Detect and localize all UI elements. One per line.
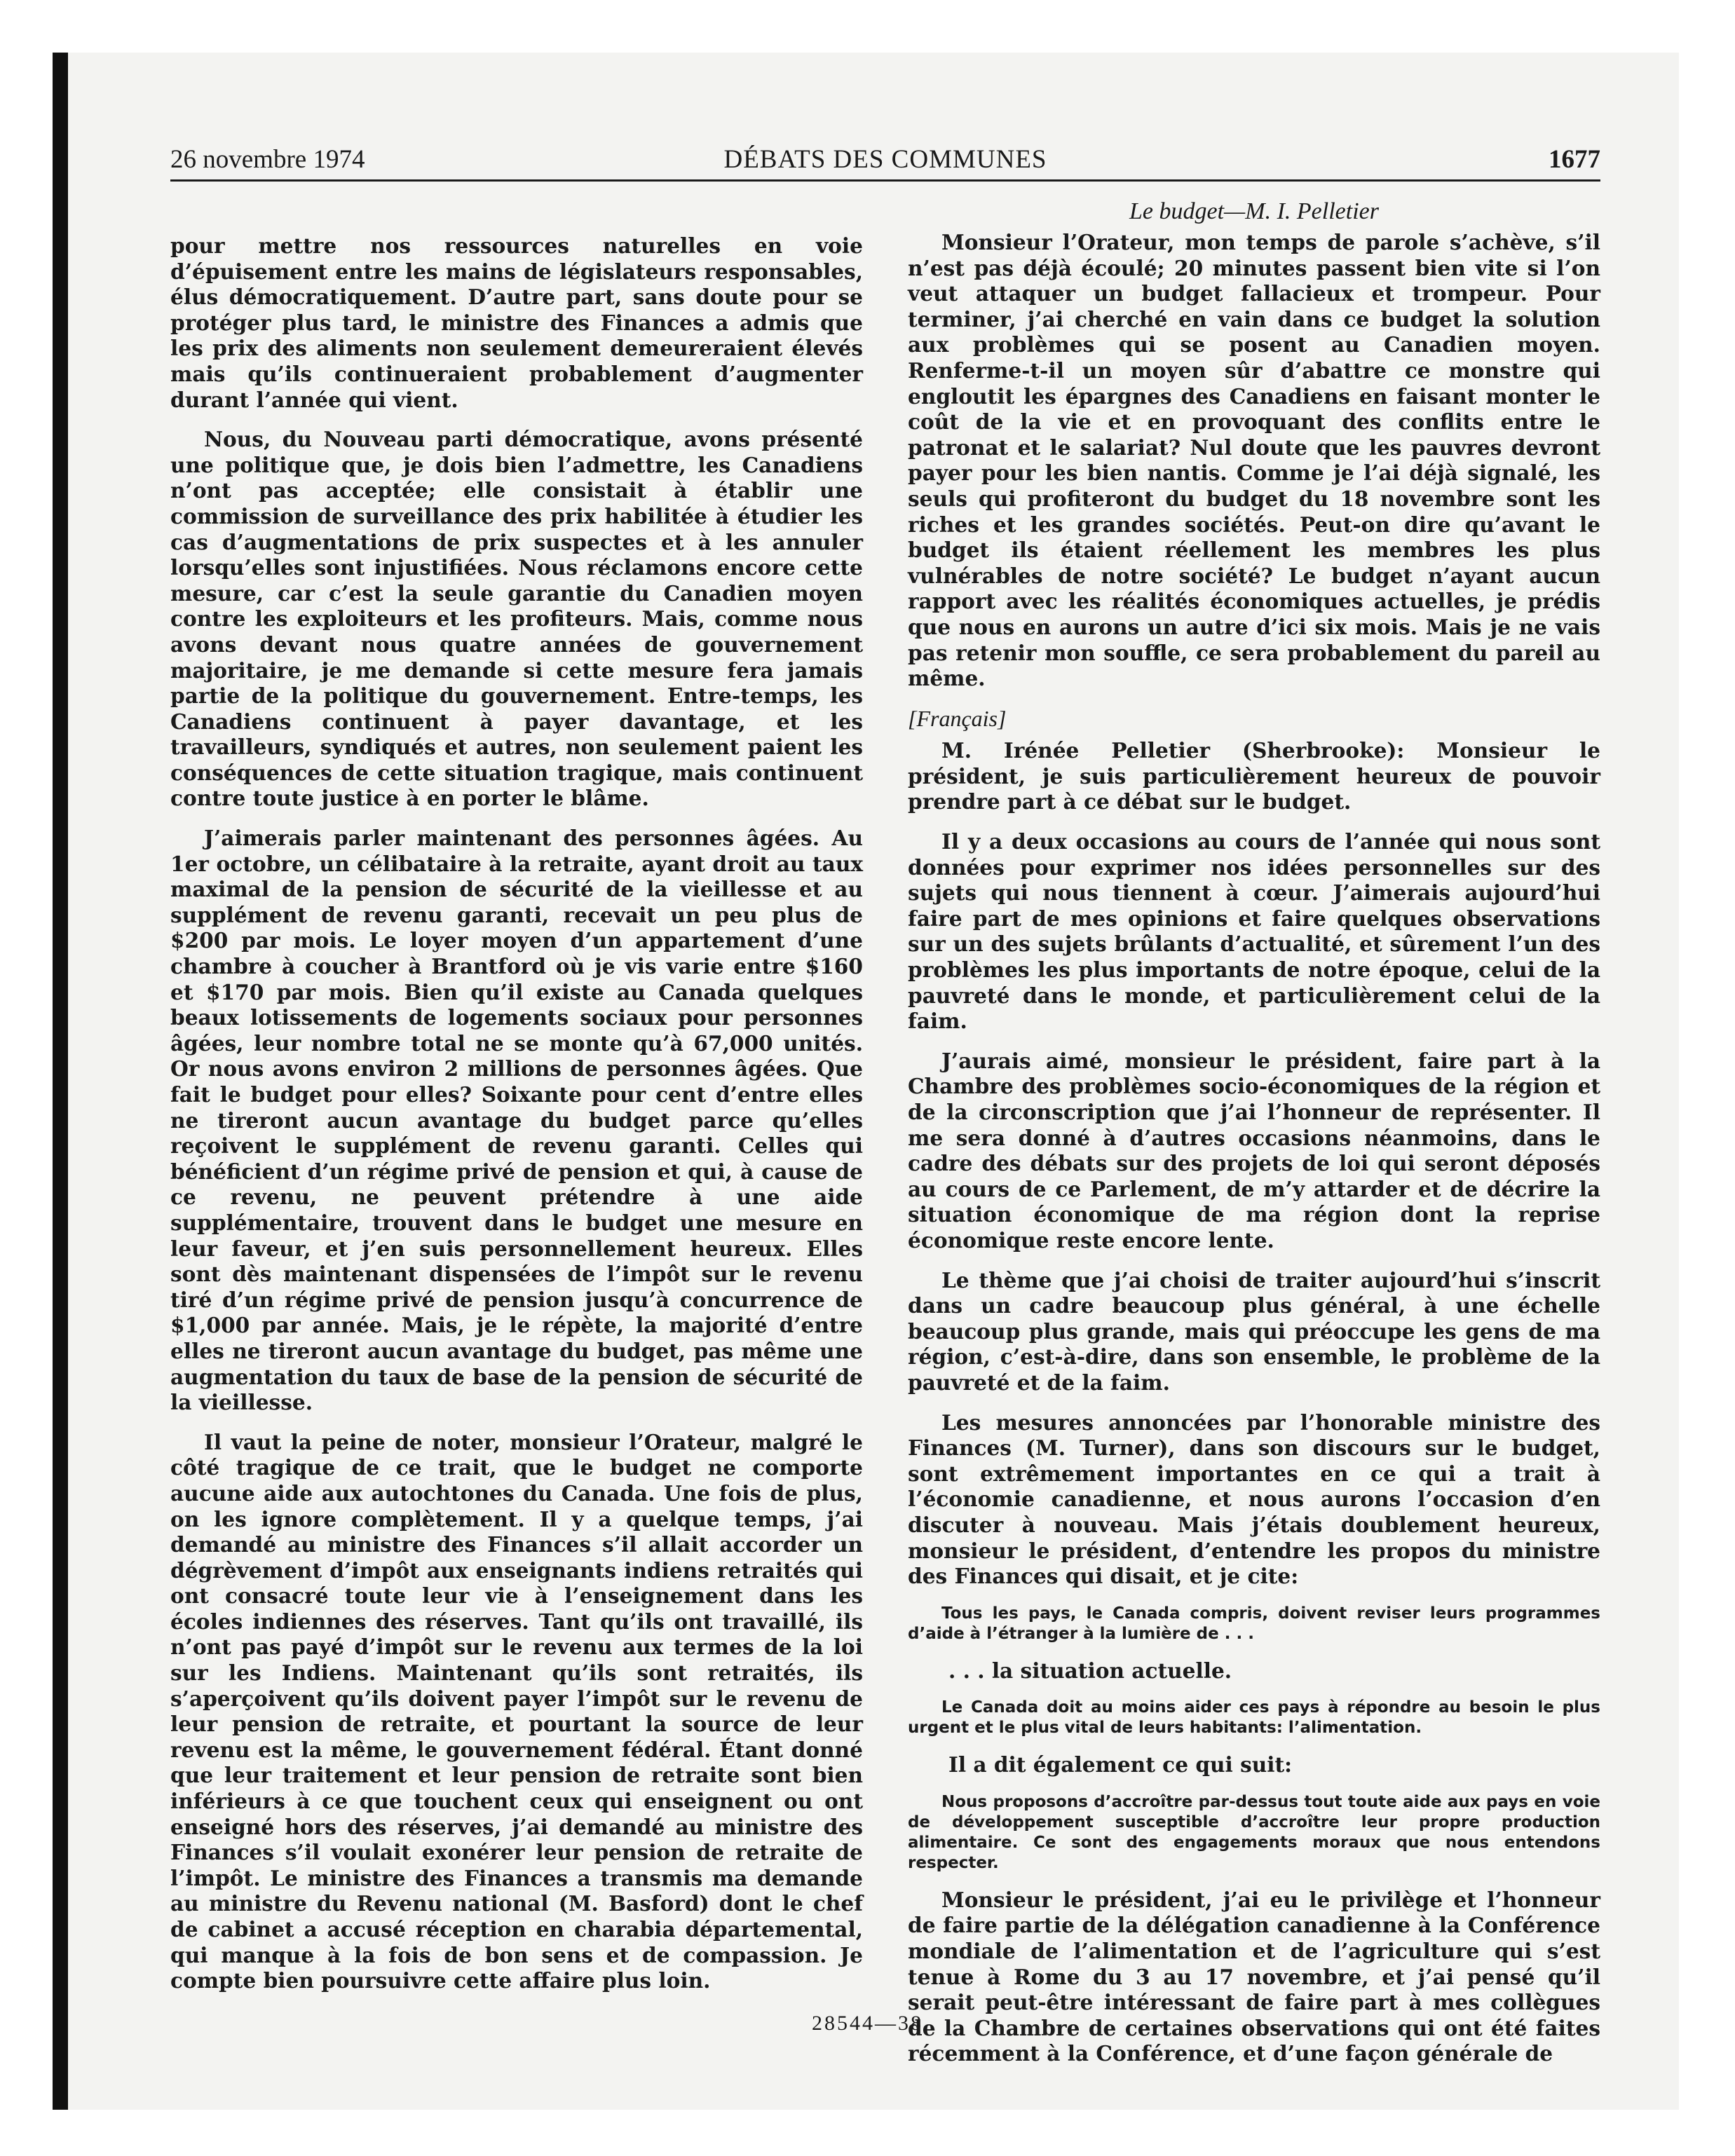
paragraph: Nous, du Nouveau parti démocratique, avons présenté une politique que, je dois bien l’admettre, les Canadiens n’ont pas acceptée; elle consistait à établir une commission de surveillance des prix habilitée à étudier les cas d’augmentations de prix suspectes et à les annuler lorsqu’elles sont injustifiées. Nous réclamons encore cette mesure, car c’est la seule garantie du Canadien moyen contre les exploiteurs et les profiteurs. Mais, comme nous avons devant nous quatre années de gouvernement majoritaire, je me demande si cette mesure fera jamais partie de la politique du gouvernement. Entre-temps, les Canadiens continuent à payer davantage, et les travailleurs, syndiqués et autres, non seulement paient les conséquences de cette situation tragique, mais continuent contre toute justice à en porter le blâme. [170,427,863,811]
paragraph: pour mettre nos ressources naturelles en voie d’épuisement entre les mains de législateurs responsables, élus démocratiquement. D’autre part, sans doute pour se protéger plus tard, le ministre des Finances a admis que les prix des aliments non seulement demeureraient élevés mais qu’ils continueraient probablement d’augmenter durant l’année qui vient. [170,233,863,412]
paragraph: Il y a deux occasions au cours de l’année qui nous sont données pour exprimer nos idées personnelles sur des sujets qui nous tiennent à cœur. J’aimerais aujourd’hui faire part de mes opinions et faire quelques observations sur un des sujets brûlants d’actualité, et sûrement l’un des problèmes les plus importants de notre époque, celui de la pauvreté dans le monde, et particulièrement celui de la faim. [908,829,1600,1034]
paragraph: Le thème que j’ai choisi de traiter aujourd’hui s’inscrit dans un cadre beaucoup plus général, à une échelle beaucoup plus grande, mais qui préoccupe les gens de ma région, c’est-à-dire, dans son ensemble, le problème de la pauvreté et de la faim. [908,1267,1600,1395]
block-quote: Tous les pays, le Canada compris, doivent reviser leurs programmes d’aide à l’étranger à la lumière de . . . [908,1604,1600,1643]
header-title: DÉBATS DES COMMUNES [723,145,1047,174]
scan-edge [53,53,68,2110]
right-column [908,198,1601,2066]
header-page-number: 1677 [1549,145,1600,174]
running-head: Le budget—M. I. Pelletier [1129,198,1379,224]
header-date: 26 novembre 1974 [170,145,365,174]
speaker-text: Monsieur le président, je suis particulièrement heureux de pouvoir prendre part à ce débat sur le budget. [908,738,1601,814]
block-quote: Le Canada doit au moins aider ces pays à répondre au besoin le plus urgent et le plus vital de leurs habitants: l’alimentation. [908,1698,1600,1738]
language-marker: [Français] [908,705,1007,731]
footer-code: 28544—38 [812,2012,923,2035]
left-column [170,233,863,2014]
bridge-text: Il a dit également ce qui suit: [948,1752,1293,1778]
paragraph: J’aurais aimé, monsieur le président, faire part à la Chambre des problèmes socio-économiques de la région et de la circonscription que j’ai l’honneur de représenter. Il me sera donné à d’autres occasions néanmoins, dans le cadre des débats sur des projets de loi qui seront déposés au cours de ce Parlement, de m’y attarder et de décrire la situation économique de ma région dont la reprise économique reste encore lente. [908,1048,1600,1253]
bridge-text: . . . la situation actuelle. [948,1658,1232,1683]
paragraph: Monsieur le président, j’ai eu le privilège et l’honneur de faire partie de la délégation canadienne à la Conférence mondiale de l’alimentation et de l’agriculture qui s’est tenue à Rome du 3 au 17 novembre, et j’ai pensé qu’il serait peut-être intéressant de faire part à mes collègues de la Chambre de certaines observations qui ont été faites récemment à la Conférence, et d’une façon générale de [908,1887,1600,2066]
header-rule [170,179,1600,182]
speaker-paragraph [908,738,1600,815]
paragraph: Les mesures annoncées par l’honorable ministre des Finances (M. Turner), dans son discours sur le budget, sont extrêmement importantes en ce qui a trait à l’économie canadienne, et nous aurons l’occasion d’en discuter à nouveau. Mais j’étais doublement heureux, monsieur le président, d’entendre les propos du ministre des Finances qui disait, et je cite: [908,1410,1600,1589]
paragraph: J’aimerais parler maintenant des personnes âgées. Au 1er octobre, un célibataire à la retraite, ayant droit au taux maximal de la pension de sécurité de la vieillesse et au supplément de revenu garanti, recevait un peu plus de $200 par mois. Le loyer moyen d’un appartement d’une chambre à coucher à Brantford où je vis varie entre $160 et $170 par mois. Bien qu’il existe au Canada quelques beaux lotissements de logements sociaux pour personnes âgées, leur nombre total ne se monte qu’à 67,000 unités. Or nous avons environ 2 millions de personnes âgées. Que fait le budget pour elles? Soixante pour cent d’entre elles ne tireront aucun avantage du budget parce qu’elles reçoivent le supplément de revenu garanti. Celles qui bénéficient d’un régime privé de pension et qui, à cause de ce revenu, ne peuvent prétendre à une aide supplémentaire, trouvent dans le budget une mesure en leur faveur, et j’en suis personnellement heureux. Elles sont dès maintenant dispensées de l’impôt sur le revenu tiré d’un régime privé de pension jusqu’à concurrence de $1,000 par année. Mais, je le répète, la majorité d’entre elles ne tireront aucun avantage du budget, pas même une augmentation du taux de base de la pension de sécurité de la vieillesse. [170,826,863,1415]
block-quote: Nous proposons d’accroître par-dessus tout toute aide aux pays en voie de développement susceptible d’accroître leur propre production alimentaire. Ce sont des engagements moraux que nous entendons respecter. [908,1792,1600,1872]
page-header [170,142,1600,177]
paragraph: Il vaut la peine de noter, monsieur l’Orateur, malgré le côté tragique de ce trait, que le budget ne comporte aucune aide aux autochtones du Canada. Une fois de plus, on les ignore complètement. Il y a quelque temps, j’ai demandé au ministre des Finances s’il allait accorder un dégrèvement d’impôt aux enseignants indiens retraités qui ont consacré toute leur vie à l’enseignement dans les écoles indiennes des réserves. Tant qu’ils ont travaillé, ils n’ont pas payé d’impôt sur le revenu aux termes de la loi sur les Indiens. Maintenant qu’ils sont retraités, ils s’aperçoivent qu’ils doivent payer l’impôt sur le revenu de leur pension de retraite, et pourtant la source de leur revenu est la même, le gouvernement fédéral. Étant donné que leur traitement et leur pension de retraite sont bien inférieurs à ce que touchent ceux qui enseignent ou ont enseigné hors des réserves, j’ai demandé au ministre des Finances s’il voulait exonérer leur pension de retraite de l’impôt. Le ministre des Finances a transmis ma demande au ministre du Revenu national (M. Basford) dont le chef de cabinet a accusé réception en charabia départemental, qui manque à la fois de bon sens et de compassion. Je compte bien poursuivre cette affaire plus loin. [170,1429,863,1993]
speaker-name: M. Irénée Pelletier (Sherbrooke): [941,738,1405,763]
paragraph: Monsieur l’Orateur, mon temps de parole s’achève, s’il n’est pas déjà écoulé; 20 minutes passent bien vite si l’on veut attaquer un budget fallacieux et trompeur. Pour terminer, j’ai cherché en vain dans ce budget la solution aux problèmes qui se posent au Canadien moyen. Renferme-t-il un moyen sûr d’abattre ce monstre qui engloutit les épargnes des Canadiens en faisant monter le coût de la vie et en provoquant des conflits entre le patronat et le salariat? Nul doute que les pauvres devront payer pour les bien nantis. Comme je l’ai déjà signalé, les seuls qui profiteront du budget du 18 novembre sont les riches et les grandes sociétés. Peut-on dire qu’avant le budget ils étaient réellement les membres les plus vulnérables de notre société? Le budget n’ayant aucun rapport avec les réalités économiques actuelles, je prédis que nous en aurons un autre d’ici six mois. Mais je ne vais pas retenir mon souffle, ce sera probablement du pareil au même. [908,230,1600,691]
